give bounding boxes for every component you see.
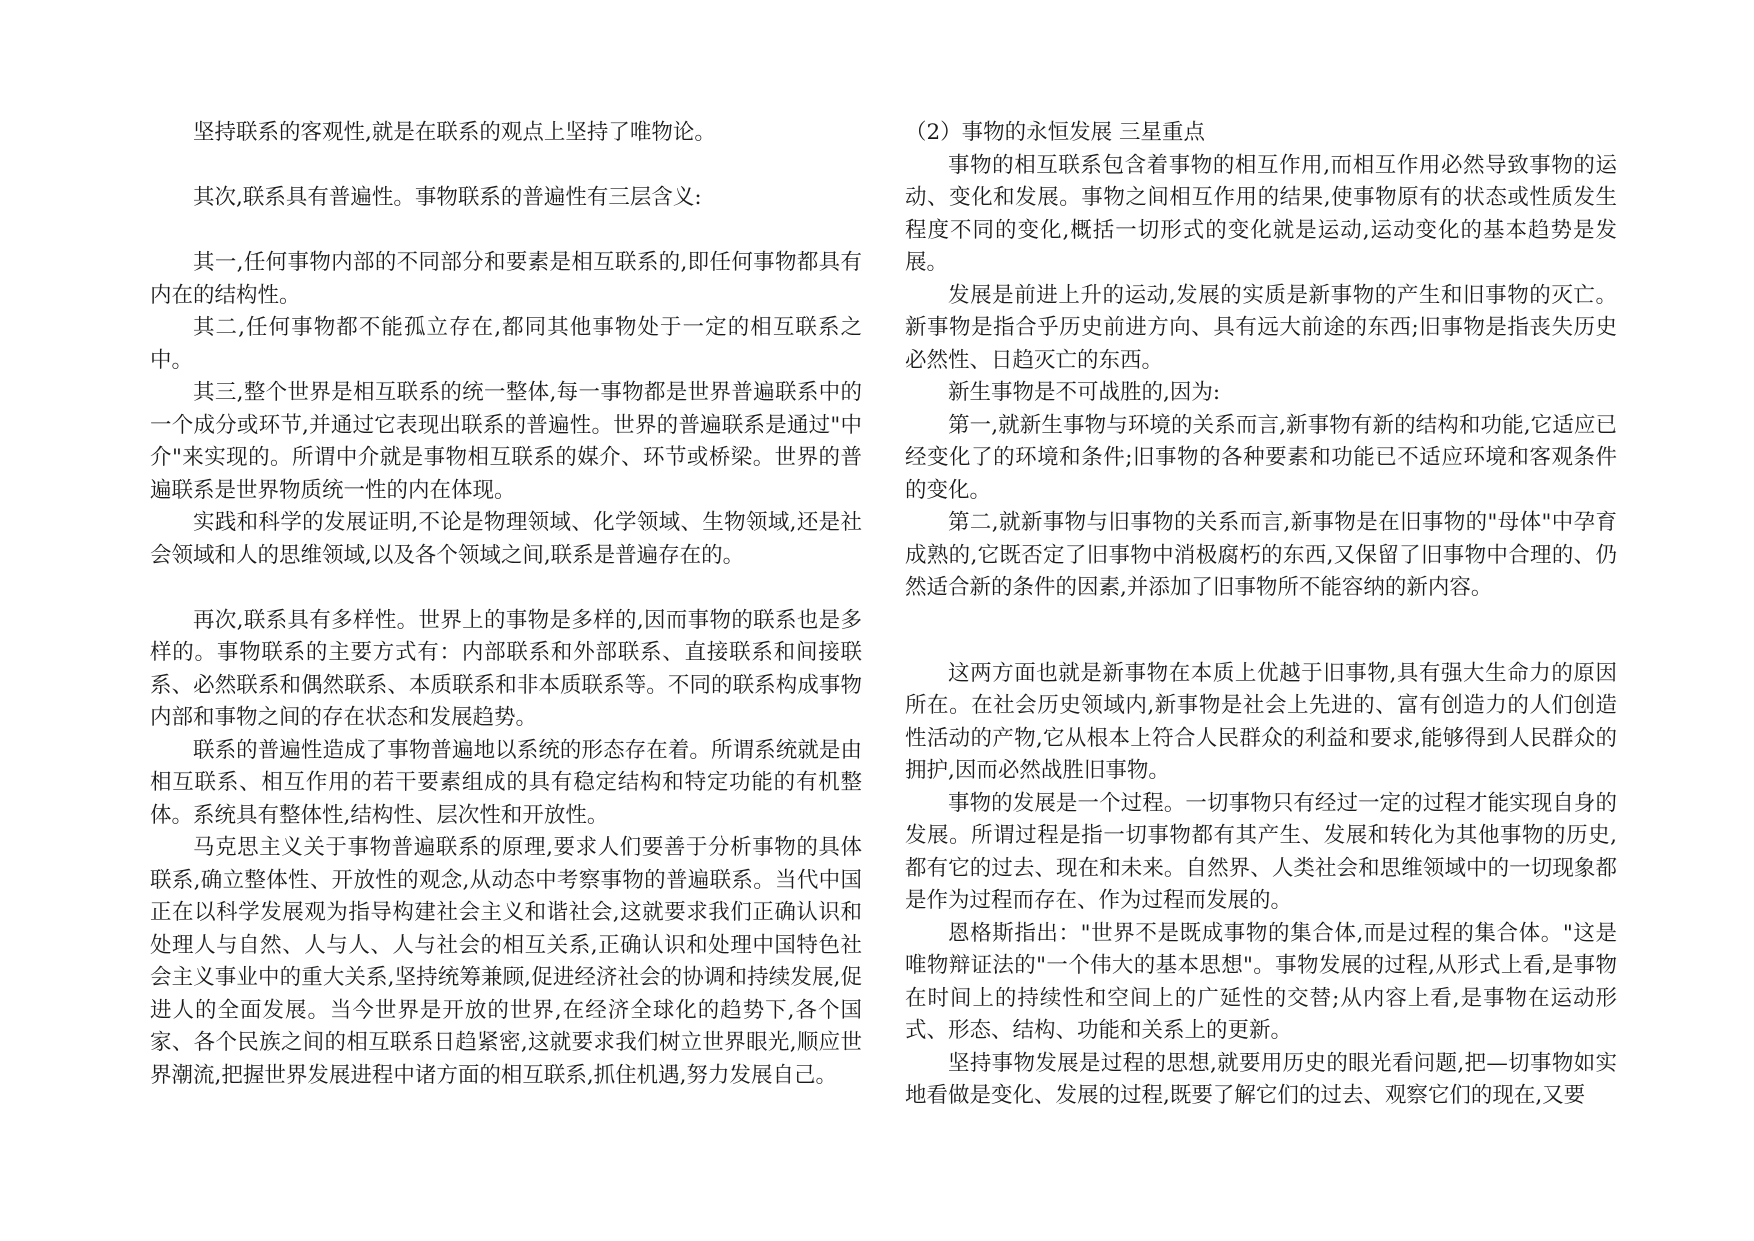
paragraph: 第一,就新生事物与环境的关系而言,新事物有新的结构和功能,它适应已经变化了的环境和条件;旧事物的各种要素和功能已不适应环境和客观条件的变化。 xyxy=(905,412,1617,503)
paragraph: 实践和科学的发展证明,不论是物理领域、化学领域、生物领域,还是社会领域和人的思维领域,以及各个领域之间,联系是普遍存在的。 xyxy=(150,510,862,568)
right-column xyxy=(905,117,1617,1113)
paragraph: 这两方面也就是新事物在本质上优越于旧事物,具有强大生命力的原因所在。在社会历史领域内,新事物是社会上先进的、富有创造力的人们创造性活动的产物,它从根本上符合人民群众的利益和要求,能够得到人民群众的拥护,因而必然战胜旧事物。 xyxy=(905,660,1617,783)
paragraph: 第二,就新事物与旧事物的关系而言,新事物是在旧事物的"母体"中孕育成熟的,它既否定了旧事物中消极腐朽的东西,又保留了旧事物中合理的、仍然适合新的条件的因素,并添加了旧事物所不能容纳的新内容。 xyxy=(905,510,1617,600)
paragraph: 事物的相互联系包含着事物的相互作用,而相互作用必然导致事物的运动、变化和发展。事物之间相互作用的结果,使事物原有的状态或性质发生程度不同的变化,概括一切形式的变化就是运动,运动变化的基本趋势是发展。 xyxy=(905,152,1617,275)
left-column xyxy=(150,117,862,1092)
paragraph: 其三,整个世界是相互联系的统一整体,每一事物都是世界普遍联系中的一个成分或环节,并通过它表现出联系的普遍性。世界的普遍联系是通过"中介"来实现的。所谓中介就是事物相互联系的媒介、环节或桥梁。世界的普遍联系是世界物质统一性的内在体现。 xyxy=(150,380,862,503)
paragraph: 坚持事物发展是过程的思想,就要用历史的眼光看问题,把—切事物如实地看做是变化、发展的过程,既要了解它们的过去、观察它们的现在,又要 xyxy=(905,1050,1617,1108)
paragraph: 再次,联系具有多样性。世界上的事物是多样的,因而事物的联系也是多样的。事物联系的主要方式有：内部联系和外部联系、直接联系和间接联系、必然联系和偶然联系、本质联系和非本质联系等。不同的联系构成事物内部和事物之间的存在状态和发展趋势。 xyxy=(150,607,862,730)
paragraph: 坚持联系的客观性,就是在联系的观点上坚持了唯物论。 xyxy=(193,120,716,145)
paragraph: 恩格斯指出："世界不是既成事物的集合体,而是过程的集合体。"这是唯物辩证法的"一个伟大的基本思想"。事物发展的过程,从形式上看,是事物在时间上的持续性和空间上的广延性的交替;从内容上看,是事物在运动形式、形态、结构、功能和关系上的更新。 xyxy=(905,920,1617,1043)
paragraph: 联系的普遍性造成了事物普遍地以系统的形态存在着。所谓系统就是由相互联系、相互作用的若干要素组成的具有稳定结构和特定功能的有机整体。系统具有整体性,结构性、层次性和开放性。 xyxy=(150,737,862,828)
section-heading: （2）事物的永恒发展 三星重点 xyxy=(905,120,1206,145)
paragraph: 事物的发展是一个过程。一切事物只有经过一定的过程才能实现自身的发展。所谓过程是指一切事物都有其产生、发展和转化为其他事物的历史,都有它的过去、现在和未来。自然界、人类社会和思维领域中的一切现象都是作为过程而存在、作为过程而发展的。 xyxy=(905,790,1617,913)
paragraph: 其次,联系具有普遍性。事物联系的普遍性有三层含义: xyxy=(193,185,702,210)
paragraph: 马克思主义关于事物普遍联系的原理,要求人们要善于分析事物的具体联系,确立整体性、开放性的观念,从动态中考察事物的普遍联系。当代中国正在以科学发展观为指导构建社会主义和谐社会,这就要求我们正确认识和处理人与自然、人与人、人与社会的相互关系,正确认识和处理中国特色社会主义事业中的重大关系,坚持统筹兼顾,促进经济社会的协调和持续发展,促进人的全面发展。当今世界是开放的世界,在经济全球化的趋势下,各个国家、各个民族之间的相互联系日趋紧密,这就要求我们树立世界眼光,顺应世界潮流,把握世界发展进程中诸方面的相互联系,抓住机遇,努力发展自己。 xyxy=(150,835,863,1088)
paragraph: 其二,任何事物都不能孤立存在,都同其他事物处于一定的相互联系之中。 xyxy=(150,315,862,373)
paragraph: 发展是前进上升的运动,发展的实质是新事物的产生和旧事物的灭亡。新事物是指合乎历史前进方向、具有远大前途的东西;旧事物是指丧失历史必然性、日趋灭亡的东西。 xyxy=(905,282,1617,373)
paragraph: 新生事物是不可战胜的,因为: xyxy=(948,380,1221,405)
paragraph: 其一,任何事物内部的不同部分和要素是相互联系的,即任何事物都具有内在的结构性。 xyxy=(150,250,862,308)
